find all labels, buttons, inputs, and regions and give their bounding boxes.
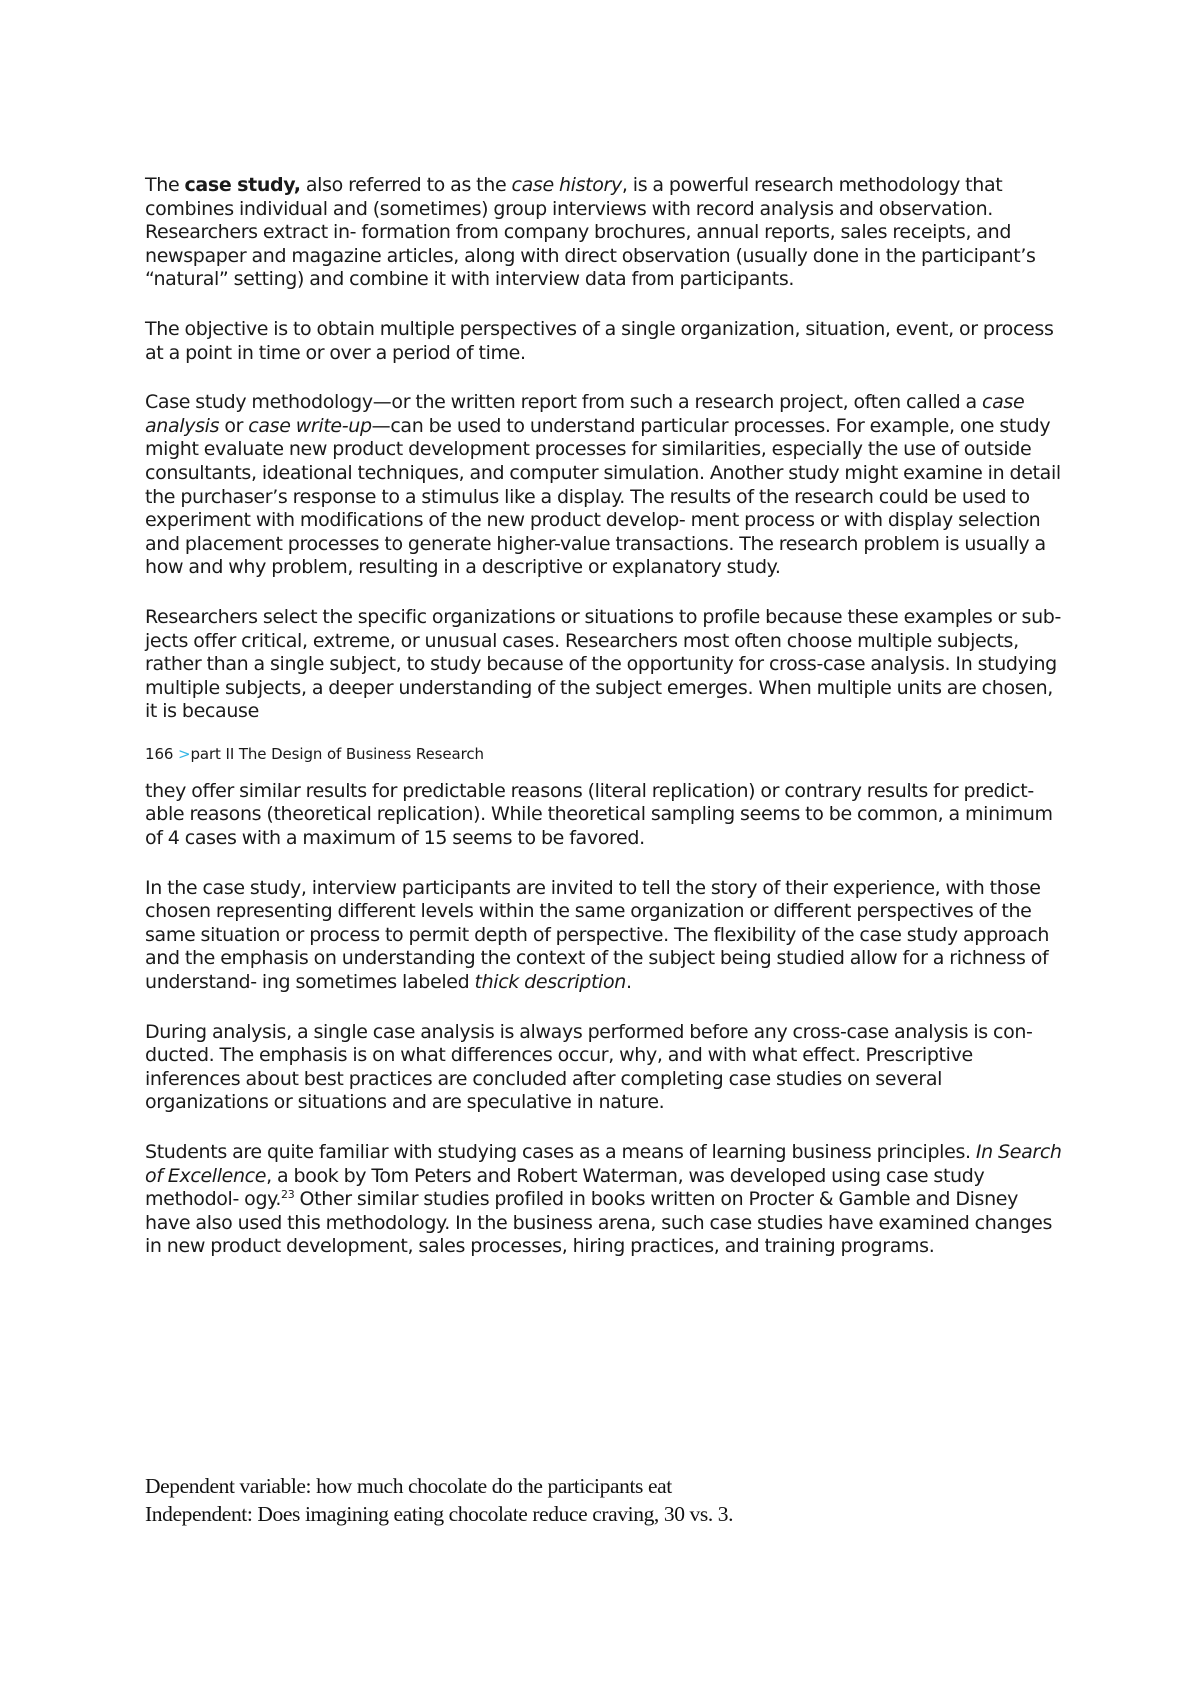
paragraph-methodology: Case study methodology—or the written report from such a research project, often called a case analysis or case write-up—can be used to understand particular processes. For example, one study might evaluate new product development processes for similarities, especially the use of outside consultants, ideational techniques, and computer simulation. Another study might examine in detail the purchaser’s response to a stimulus like a display. The results of the research could be used to experiment with modifications of the new product develop- ment process or with display selection and placement processes to generate higher-value transactions. The research problem is usually a how and why problem, resulting in a descriptive or explanatory study. bbox=[145, 391, 1061, 579]
page-footer bbox=[145, 744, 1065, 764]
chevron-right-icon: > bbox=[178, 744, 191, 763]
paragraph-replication: they offer similar results for predictable reasons (literal replication) or contrary results for predict- able reasons (theoretical replication). While theoretical sampling seems to be common, a minimum of 4 cases with a maximum of 15 seems to be favored. bbox=[145, 779, 1053, 850]
paragraph-subject-selection: Researchers select the specific organizations or situations to profile because these examples or sub- jects offer critical, extreme, or unusual cases. Researchers most often choose multiple subjects, rather than a single subject, to study because of the opportunity for cross-case analysis. In studying multiple subjects, a deeper understanding of the subject emerges. When multiple units are chosen, it is because bbox=[145, 605, 1062, 723]
paragraph-interview-participants: In the case study, interview participants are invited to tell the story of their experience, with those chosen representing different levels within the same organization or different perspectives of the same situation or process to permit depth of perspective. The flexibility of the case study approach and the emphasis on understanding the context of the subject being studied allow for a richness of understand- ing sometimes labeled thick description. bbox=[145, 876, 1050, 994]
term-case-study: case study, bbox=[184, 174, 301, 196]
term-case-history: case history bbox=[511, 174, 622, 196]
term-thick-description: thick description bbox=[474, 971, 626, 994]
document-body bbox=[145, 174, 1065, 1285]
paragraph-analysis: During analysis, a single case analysis is always performed before any cross-case analysis is con- ducted. The emphasis is on what differences occur, why, and with what effect. Prescriptive inferences about best practices are concluded after completing case studies on several organizations or situations and are speculative in nature. bbox=[145, 1020, 1033, 1114]
note-independent-variable: Independent: Does imagining eating chocolate reduce craving, 30 vs. 3. bbox=[145, 1502, 734, 1526]
page-number: 166 bbox=[145, 744, 178, 763]
handwritten-notes bbox=[145, 1472, 1065, 1528]
footer-section-title: part II The Design of Business Research bbox=[190, 744, 484, 763]
term-case-write-up: case write-up bbox=[248, 414, 372, 437]
paragraph-students: Students are quite familiar with studying cases as a means of learning business principles. In Search of Excellence, a book by Tom Peters and Robert Waterman, was developed using case study methodol- ogy.$^{23}$ Other similar studies profiled in books written on Procter & Gamble and Disney have also used this methodology. In the business arena, such case studies have examined changes in new product development, sales processes, hiring practices, and training programs. bbox=[145, 1141, 1062, 1258]
note-dependent-variable: Dependent variable: how much chocolate do the participants eat bbox=[145, 1474, 672, 1498]
term-case-analysis: case analysis bbox=[145, 391, 1025, 437]
paragraph-objective: The objective is to obtain multiple perspectives of a single organization, situation, event, or process at a point in time or over a period of time. bbox=[145, 317, 1054, 364]
footnote-reference: 23 bbox=[281, 1188, 295, 1202]
book-title: In Search of Excellence bbox=[145, 1141, 1062, 1187]
paragraph-case-study-definition: The case study, also referred to as the case history, is a powerful research methodology that combines individual and (sometimes) group interviews with record analysis and observation. Researchers extract in- formation from company brochures, annual reports, sales receipts, and newspaper and magazine articles, along with direct observation (usually done in the participant’s “natural” setting) and combine it with interview data from participants. bbox=[145, 174, 1036, 291]
